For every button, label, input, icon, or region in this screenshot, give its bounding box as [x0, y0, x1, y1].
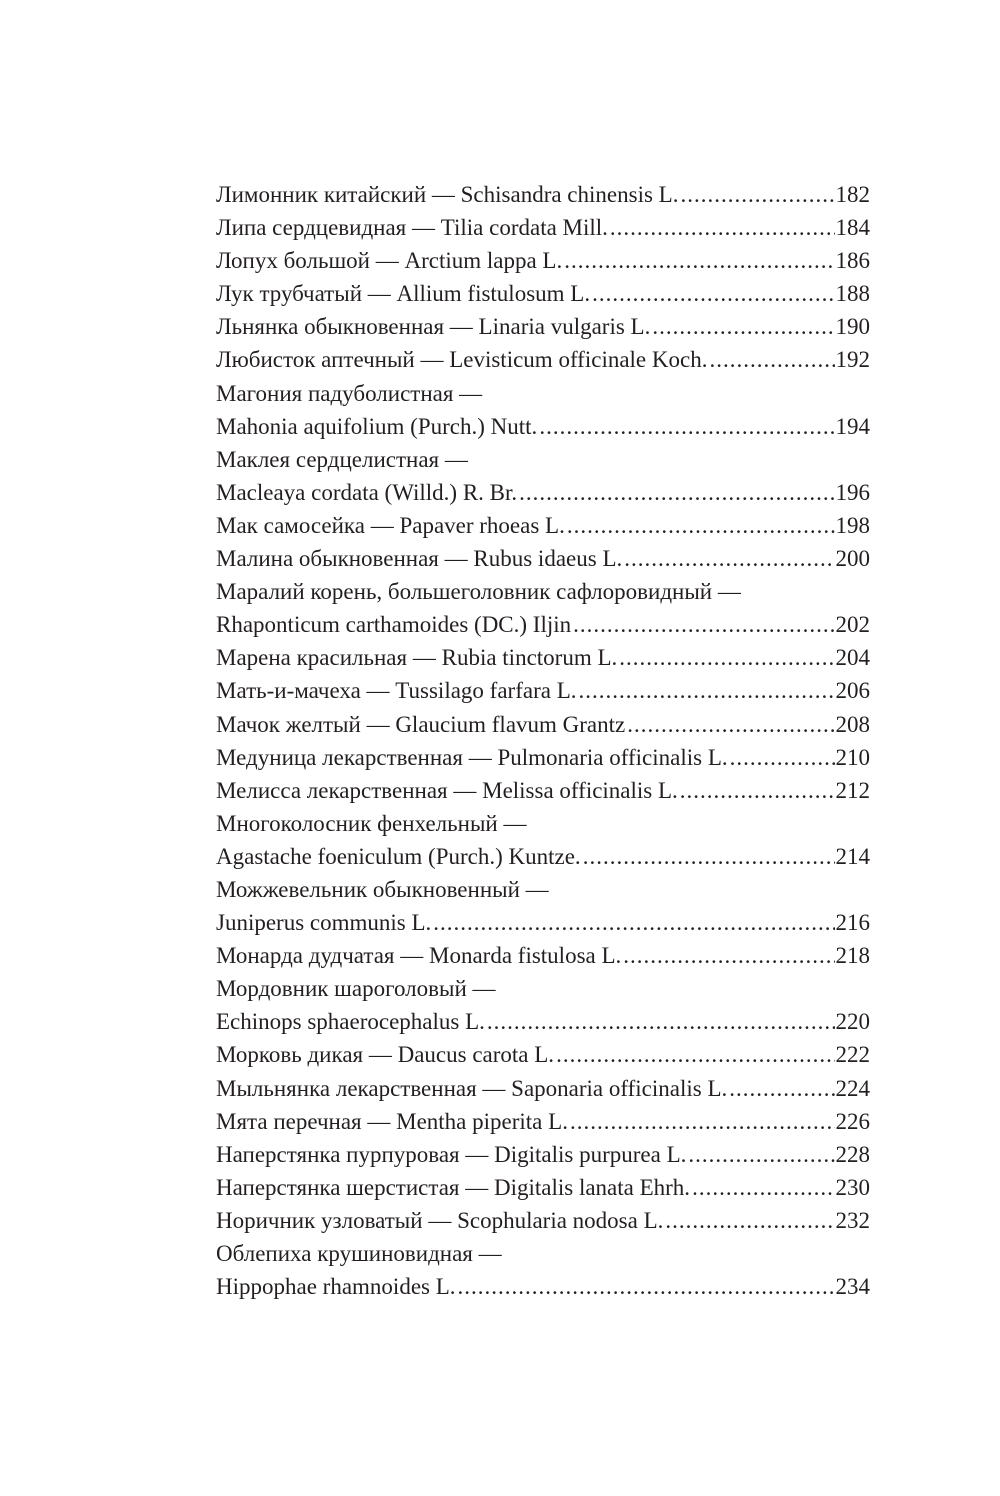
- toc-entry-page: 210: [835, 744, 870, 770]
- toc-entry-page: 224: [835, 1075, 870, 1101]
- toc-entry-page: 182: [835, 182, 870, 207]
- toc-entry-page: 198: [835, 512, 870, 538]
- toc-entry-page: 216: [835, 910, 870, 936]
- toc-entry-title: Мак самосейка — Papaver rhoeas L.: [216, 512, 565, 538]
- toc-entry[interactable]: [216, 774, 870, 807]
- dot-leader: [583, 840, 835, 873]
- dot-leader: [680, 774, 835, 807]
- toc-entry[interactable]: [216, 641, 870, 674]
- dot-leader: [709, 343, 834, 376]
- toc-entry-title: Agastache foeniculum (Purch.) Kuntze.: [216, 843, 581, 869]
- toc-entry-title: Лопух большой — Arctium lappa L.: [216, 248, 563, 274]
- toc-entry[interactable]: [216, 211, 870, 244]
- toc-entry[interactable]: [216, 807, 870, 873]
- dot-leader: [539, 410, 834, 443]
- toc-entry-first-line: Можжевельник обыкновенный —: [216, 876, 549, 902]
- toc-entry-page: 208: [835, 711, 870, 737]
- dot-leader: [458, 1270, 835, 1303]
- toc-entry[interactable]: [216, 575, 870, 641]
- toc-entry-title: Льнянка обыкновенная — Linaria vulgaris L.: [216, 314, 651, 340]
- toc-entry[interactable]: [216, 277, 870, 310]
- dot-leader: [688, 1138, 834, 1171]
- dot-leader: [652, 310, 834, 343]
- toc-entry[interactable]: [216, 377, 870, 443]
- toc-entry-title: Лук трубчатый — Allium fistulosum L.: [216, 281, 591, 307]
- toc-entry[interactable]: [216, 1138, 870, 1171]
- toc-entry-title: Лимонник китайский — Schisandra chinensis L.: [216, 182, 679, 207]
- toc-entry[interactable]: [216, 1237, 870, 1303]
- dot-leader: [610, 211, 835, 244]
- toc-entry[interactable]: [216, 178, 870, 211]
- toc-entry-page: 190: [835, 314, 870, 340]
- toc-entry-title: Мать-и-мачеха — Tussilago farfara L.: [216, 678, 577, 704]
- toc-entry[interactable]: [216, 1072, 870, 1105]
- toc-entry[interactable]: [216, 674, 870, 707]
- dot-leader: [623, 939, 834, 972]
- toc-entry-page: 200: [835, 546, 870, 572]
- toc-entry-page: 232: [835, 1207, 870, 1233]
- toc-entry-title: Mahonia aquifolium (Purch.) Nutt.: [216, 413, 538, 439]
- toc-entry[interactable]: [216, 972, 870, 1038]
- toc-entry[interactable]: [216, 741, 870, 774]
- toc-entry-page: 184: [835, 215, 870, 241]
- toc-entry-title: Мелисса лекарственная — Melissa officinalis L.: [216, 777, 678, 803]
- toc-entry-title: Наперстянка пурпуровая — Digitalis purpurea L.: [216, 1141, 687, 1167]
- toc-entry[interactable]: [216, 443, 870, 509]
- toc-entry-title: Juniperus communis L.: [216, 910, 432, 936]
- toc-entry-title: Любисток аптечный — Levisticum officinale Koch.: [216, 347, 708, 373]
- toc-entry[interactable]: [216, 244, 870, 277]
- dot-leader: [556, 1038, 834, 1071]
- toc-entry[interactable]: [216, 1171, 870, 1204]
- toc-entry[interactable]: [216, 939, 870, 972]
- toc-entry[interactable]: [216, 310, 870, 343]
- toc-entry-title: Липа сердцевидная — Tilia cordata Mill.: [216, 215, 608, 241]
- toc-entry-page: 220: [835, 1009, 870, 1035]
- table-of-contents: [216, 178, 870, 1303]
- toc-entry[interactable]: [216, 708, 870, 741]
- dot-leader: [692, 1171, 834, 1204]
- toc-entry-page: 222: [835, 1042, 870, 1068]
- toc-entry[interactable]: [216, 542, 870, 575]
- toc-entry-first-line: Облепиха крушиновидная —: [216, 1241, 502, 1266]
- dot-leader: [573, 608, 834, 641]
- toc-entry-title: Малина обыкновенная — Rubus idaeus L.: [216, 546, 623, 572]
- dot-leader: [519, 476, 834, 509]
- toc-entry-page: 202: [835, 612, 870, 638]
- toc-entry-page: 186: [835, 248, 870, 274]
- toc-entry-page: 212: [835, 777, 870, 803]
- toc-entry-title: Медуница лекарственная — Pulmonaria officinalis L.: [216, 744, 728, 770]
- dot-leader: [579, 674, 835, 707]
- toc-entry-title: Морковь дикая — Daucus carota L.: [216, 1042, 555, 1068]
- toc-entry-page: 214: [835, 843, 870, 869]
- toc-entry-page: 194: [835, 413, 870, 439]
- toc-entry-first-line: Маралий корень, большеголовник сафлоровидный —: [216, 579, 741, 605]
- toc-entry[interactable]: [216, 509, 870, 542]
- dot-leader: [567, 509, 835, 542]
- toc-entry-page: 206: [835, 678, 870, 704]
- dot-leader: [680, 178, 834, 211]
- toc-entry-title: Норичник узловатый — Scophularia nodosa L.: [216, 1207, 664, 1233]
- dot-leader: [619, 641, 834, 674]
- toc-entry[interactable]: [216, 1204, 870, 1237]
- toc-entry-title: Монарда дудчатая — Monarda fistulosa L.: [216, 943, 622, 969]
- dot-leader: [624, 542, 834, 575]
- dot-leader: [433, 906, 834, 939]
- toc-entry-page: 230: [835, 1174, 870, 1200]
- toc-entry-first-line: Многоколосник фенхельный —: [216, 810, 527, 836]
- toc-entry-page: 218: [835, 943, 870, 969]
- toc-entry-title: Мачок желтый — Glaucium flavum Grantz: [216, 711, 626, 737]
- toc-entry[interactable]: [216, 343, 870, 376]
- dot-leader: [665, 1204, 834, 1237]
- toc-entry-page: 196: [835, 479, 870, 505]
- toc-entry-page: 234: [835, 1274, 870, 1300]
- toc-entry-first-line: Магония падуболистная —: [216, 380, 483, 406]
- toc-entry-first-line: Мордовник шароголовый —: [216, 976, 496, 1002]
- toc-entry[interactable]: [216, 1105, 870, 1138]
- dot-leader: [592, 277, 834, 310]
- toc-entry-first-line: Маклея сердцелистная —: [216, 446, 468, 472]
- toc-entry-title: Мята перечная — Mentha piperita L.: [216, 1108, 568, 1134]
- dot-leader: [730, 741, 835, 774]
- toc-entry[interactable]: [216, 873, 870, 939]
- toc-entry-title: Echinops sphaerocephalus L.: [216, 1009, 485, 1035]
- toc-entry-title: Мыльнянка лекарственная — Saponaria officinalis L.: [216, 1075, 728, 1101]
- toc-entry-title: Марена красильная — Rubia tinctorum L.: [216, 645, 618, 671]
- dot-leader: [564, 244, 834, 277]
- toc-entry-title: Macleaya cordata (Willd.) R. Br.: [216, 479, 518, 505]
- toc-entry-page: 192: [835, 347, 870, 373]
- toc-entry-title: Rhaponticum carthamoides (DC.) Iljin: [216, 612, 572, 638]
- toc-entry-title: Hippophae rhamnoides L.: [216, 1274, 456, 1300]
- toc-entry-page: 204: [835, 645, 870, 671]
- dot-leader: [729, 1072, 834, 1105]
- dot-leader: [570, 1105, 835, 1138]
- dot-leader: [627, 708, 834, 741]
- toc-entry-page: 188: [835, 281, 870, 307]
- toc-entry[interactable]: [216, 1038, 870, 1071]
- toc-entry-page: 226: [835, 1108, 870, 1134]
- toc-entry-title: Наперстянка шерстистая — Digitalis lanata Ehrh.: [216, 1174, 691, 1200]
- dot-leader: [487, 1005, 835, 1038]
- toc-entry-page: 228: [835, 1141, 870, 1167]
